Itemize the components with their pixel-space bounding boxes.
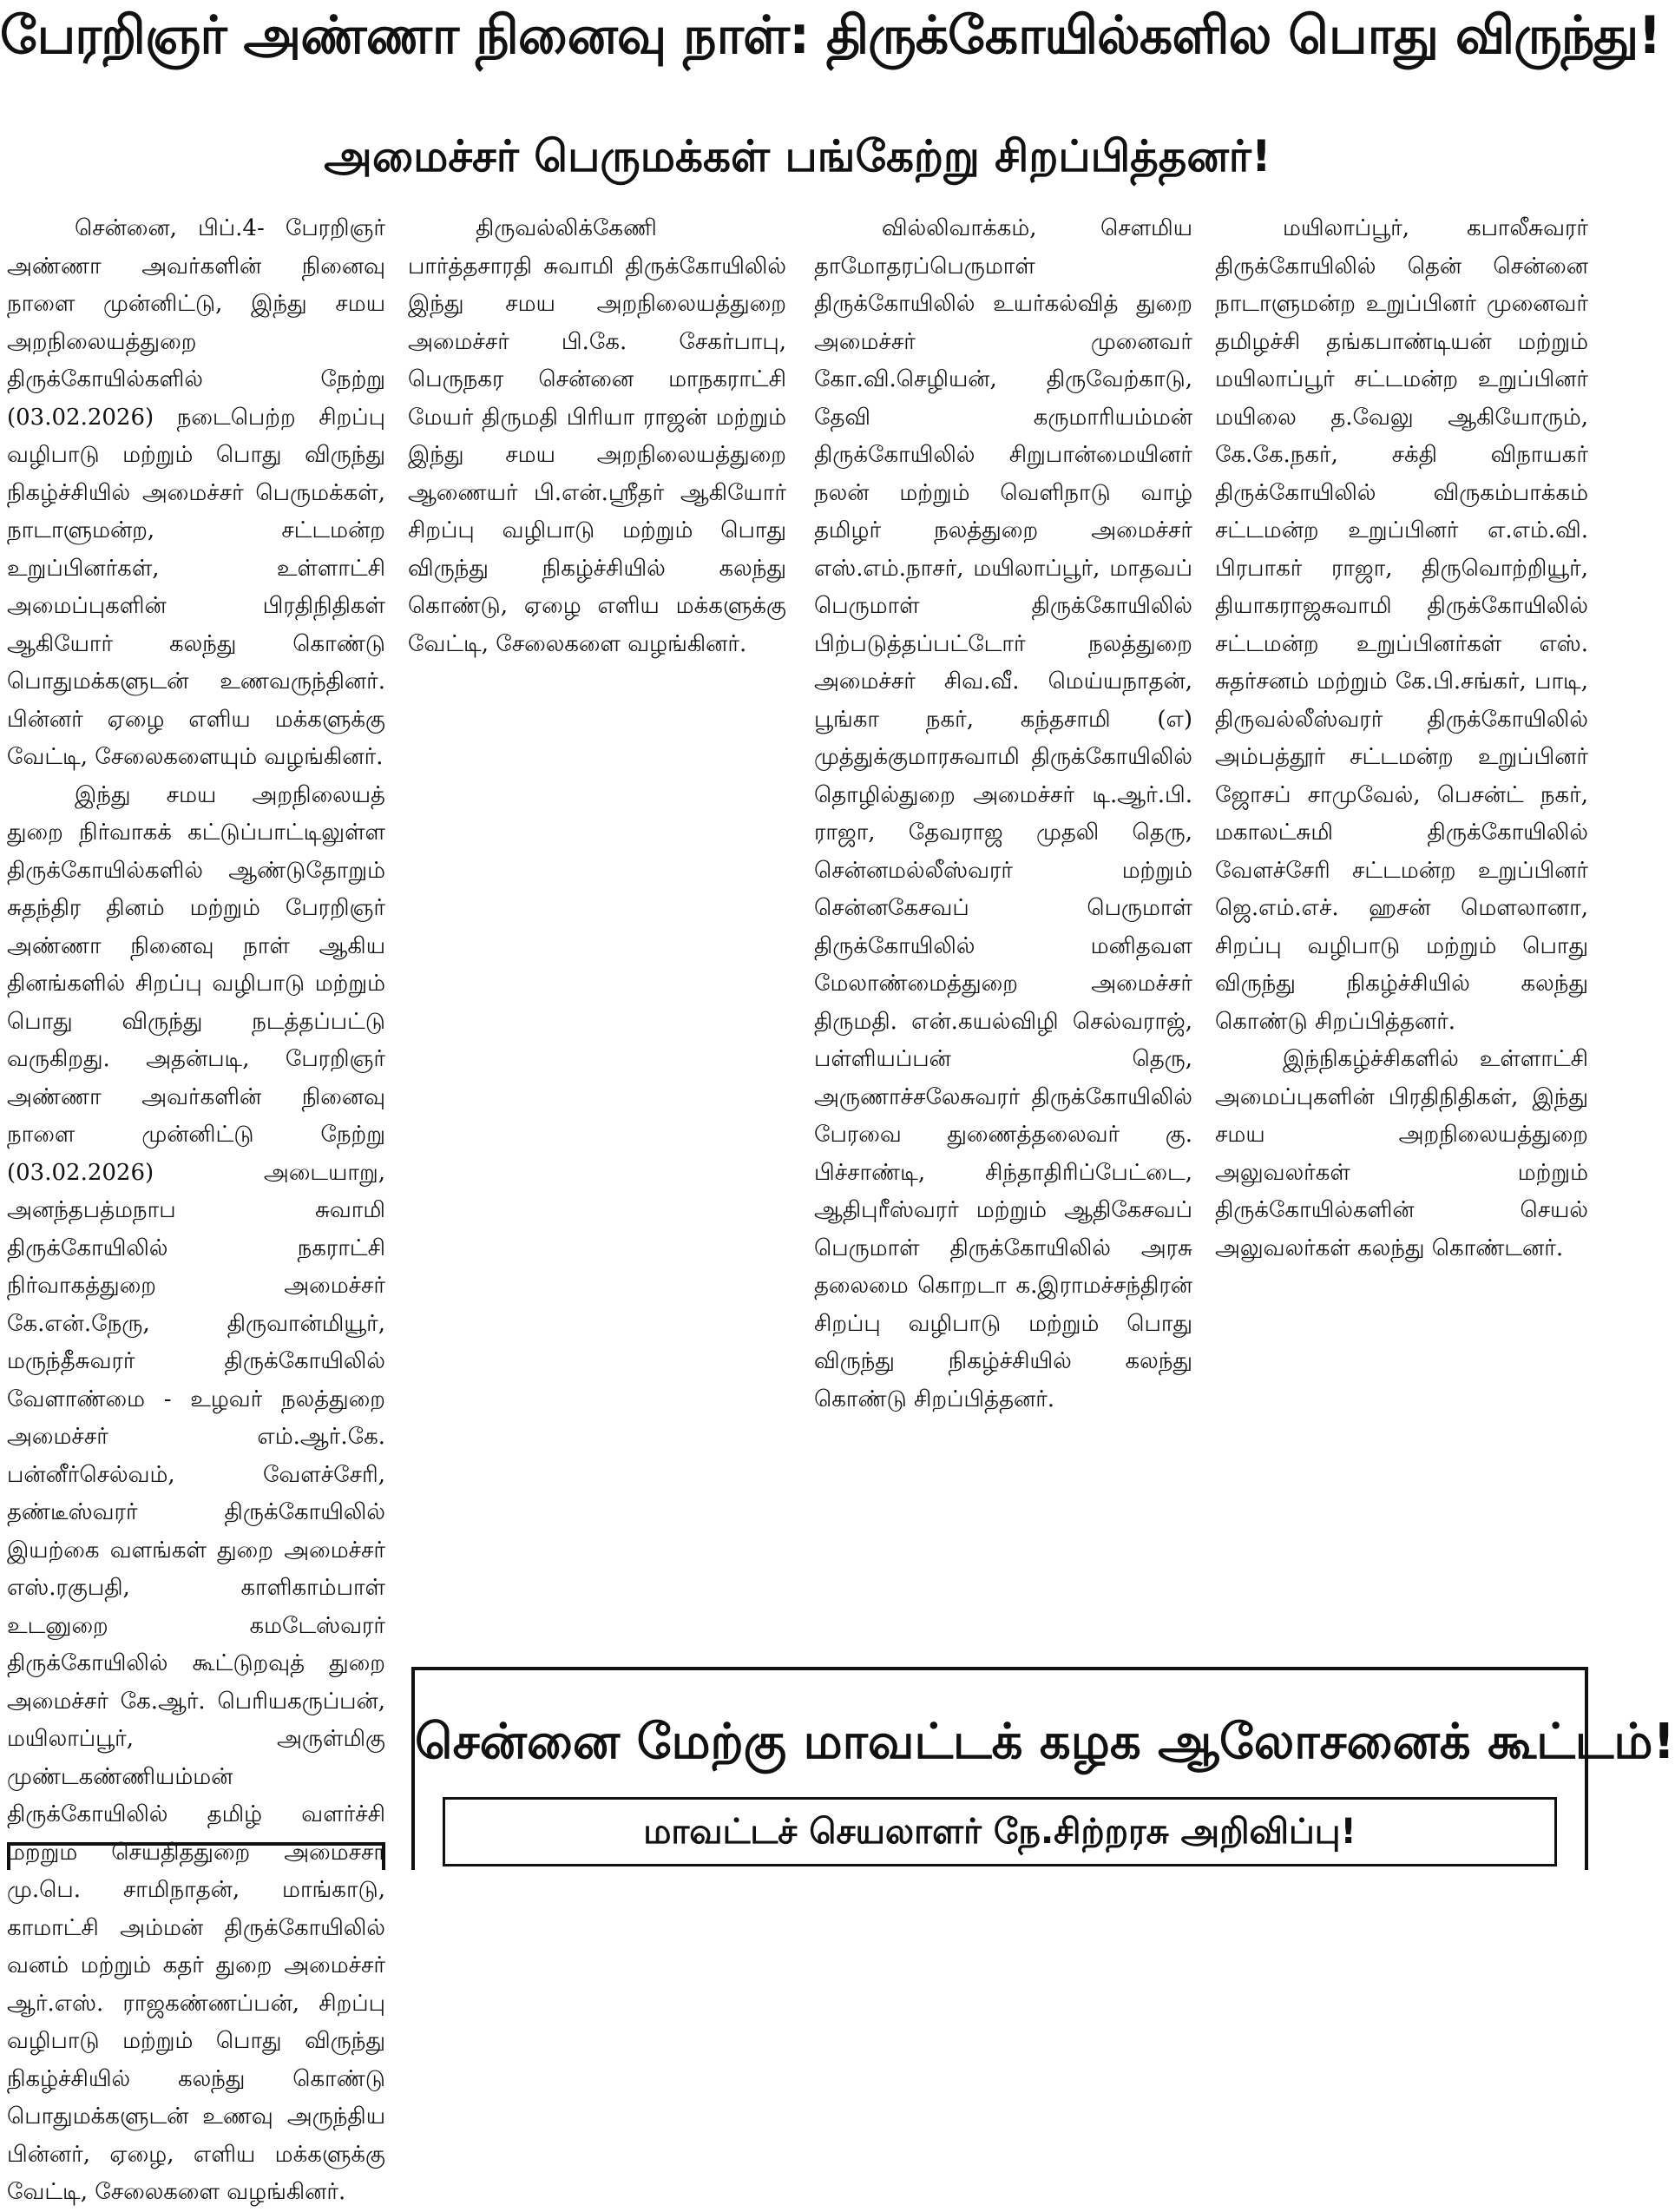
announcement-title: சென்னை மேற்கு மாவட்டக் கழக ஆலோசனைக் கூட்டம்! — [415, 1714, 1675, 1770]
column-3 — [814, 210, 1192, 1651]
paragraph-1: சென்னை, பிப்.4- பேரறிஞர் அண்ணா அவர்களின் நினைவு நாளை முன்னிட்டு, இந்து சமய அறநிலையத்துறை திருக்கோயில்களில் நேற்று (03.02.2026) நடைபெற்ற சிறப்பு வழிபாடு மற்றும் பொது விருந்து நிகழ்ச்சியில் அமைச்சர் பெருமக்கள், நாடாளுமன்ற, சட்டமன்ற உறுப்பினர்கள், உள்ளாட்சி அமைப்புகளின் பிரதிநிதிகள் ஆகியோர் கலந்து கொண்டு பொதுமக்களுடன் உணவருந்தினர். பின்னர் ஏழை எளிய மக்களுக்கு வேட்டி, சேலைகளையும் வழங்கினர். — [7, 215, 385, 770]
subheadline: அமைச்சர் பெருமக்கள் பங்கேற்று சிறப்பித்தனர்! — [324, 131, 1271, 181]
paragraph-2: இந்து சமய அறநிலையத் துறை நிர்வாகக் கட்டுப்பாட்டிலுள்ள திருக்கோயில்களில் ஆண்டுதோறும் சுதந்திர தினம் மற்றும் பேரறிஞர் அண்ணா நினைவு நாள் ஆகிய தினங்களில் சிறப்பு வழிபாடு மற்றும் பொது விருந்து நடத்தப்பட்டு வருகிறது. அதன்படி, பேரறிஞர் அண்ணா அவர்களின் நினைவு நாளை முன்னிட்டு நேற்று (03.02.2026) அடையாறு, அனந்தபத்மநாப சுவாமி திருக்கோயிலில் நகராட்சி நிர்வாகத்துறை அமைச்சர் கே.என்.நேரு, திருவான்மியூர், மருந்தீசுவரர் திருக்கோயிலில் வேளாண்மை - உழவர் நலத்துறை அமைச்சர் எம்.ஆர்.கே. பன்னீர்செல்வம், வேளச்சேரி, தண்டீஸ்வரர் திருக்கோயிலில் இயற்கை வளங்கள் துறை அமைச்சர் எஸ்.ரகுபதி, காளிகாம்பாள் உடனுறை கமடேஸ்வரர் திருக்கோயிலில் கூட்டுறவுத் துறை அமைச்சர் கே.ஆர். பெரியகருப்பன், மயிலாப்பூர், அருள்மிகு முண்டகண்ணியம்மன் திருக்கோயிலில் தமிழ் வளர்ச்சி மற்றும் செய்தித்துறை அமைச்சர் மு.பெ. சாமிநாதன், மாங்காடு, காமாட்சி அம்மன் திருக்கோயிலில் வனம் மற்றும் கதர் துறை அமைச்சர் ஆர்.எஸ். ராஜகண்ணப்பன், சிறப்பு வழிபாடு மற்றும் பொது விருந்து நிகழ்ச்சியில் கலந்து கொண்டு பொதுமக்களுடன் உணவு அருந்திய பின்னர், ஏழை, எளிய மக்களுக்கு வேட்டி, சேலைகளை வழங்கினர். — [7, 781, 385, 2205]
announcement-box — [411, 1667, 1675, 1870]
column-1 — [7, 210, 385, 2205]
announcement-subtitle: மாவட்டச் செயலாளர் நே.சிற்றரசு அறிவிப்பு! — [443, 1797, 1557, 1866]
paragraph-4: வில்லிவாக்கம், சௌமிய தாமோதரப்பெருமாள் திருக்கோயிலில் உயர்கல்வித் துறை அமைச்சர் முனைவர் கோ.வி.செழியன், திருவேற்காடு, தேவி கருமாரியம்மன் திருக்கோயிலில் சிறுபான்மையினர் நலன் மற்றும் வெளிநாடு வாழ் தமிழர் நலத்துறை அமைச்சர் எஸ்.எம்.நாசர், மயிலாப்பூர், மாதவப் பெருமாள் திருக்கோயிலில் பிற்படுத்தப்பட்டோர் நலத்துறை அமைச்சர் சிவ.வீ. மெய்யநாதன், பூங்கா நகர், கந்தசாமி (எ) முத்துக்குமாரசுவாமி திருக்கோயிலில் தொழில்துறை அமைச்சர் டி.ஆர்.பி. ராஜா, தேவராஜ முதலி தெரு, சென்னமல்லீஸ்வரர் மற்றும் சென்னகேசவப் பெருமாள் திருக்கோயிலில் மனிதவள மேலாண்மைத்துறை அமைச்சர் திருமதி. என்.கயல்விழி செல்வராஜ், பள்ளியப்பன் தெரு, அருணாச்சலேசுவரர் திருக்கோயிலில் பேரவை துணைத்தலைவர் கு. பிச்சாண்டி, சிந்தாதிரிப்பேட்டை, ஆதிபுரீஸ்வரர் மற்றும் ஆதிகேசவப் பெருமாள் திருக்கோயிலில் அரசு தலைமை கொறடா க.இராமச்சந்திரன் சிறப்பு வழிபாடு மற்றும் பொது விருந்து நிகழ்ச்சியில் கலந்து கொண்டு சிறப்பித்தனர். — [814, 215, 1192, 1412]
column-4 — [1215, 210, 1588, 1651]
column-2 — [408, 210, 786, 1651]
headline: பேரறிஞர் அண்ணா நினைவு நாள்: திருக்கோயில்களில பொது விருந்து! — [0, 5, 1661, 66]
paragraph-3: திருவல்லிக்கேணி பார்த்தசாரதி சுவாமி திருக்கோயிலில் இந்து சமய அறநிலையத்துறை அமைச்சர் பி.கே. சேகர்பாபு, பெருநகர சென்னை மாநகராட்சி மேயர் திருமதி பிரியா ராஜன் மற்றும் இந்து சமய அறநிலையத்துறை ஆணையர் பி.என்.ஸ்ரீதர் ஆகியோர் சிறப்பு வழிபாடு மற்றும் பொது விருந்து நிகழ்ச்சியில் கலந்து கொண்டு, ஏழை எளிய மக்களுக்கு வேட்டி, சேலைகளை வழங்கினர். — [408, 215, 786, 657]
paragraph-6: இந்நிகழ்ச்சிகளில் உள்ளாட்சி அமைப்புகளின் பிரதிநிதிகள், இந்து சமய அறநிலையத்துறை அலுவலர்கள் மற்றும் திருக்கோயில்களின் செயல் அலுவலர்கள் கலந்து கொண்டனர். — [1215, 1046, 1588, 1261]
next-article-box — [7, 1842, 385, 1870]
paragraph-5: மயிலாப்பூர், கபாலீசுவரர் திருக்கோயிலில் தென் சென்னை நாடாளுமன்ற உறுப்பினர் முனைவர் தமிழச்சி தங்கபாண்டியன் மற்றும் மயிலாப்பூர் சட்டமன்ற உறுப்பினர் மயிலை த.வேலு ஆகியோரும், கே.கே.நகர், சக்தி விநாயகர் திருக்கோயிலில் விருகம்பாக்கம் சட்டமன்ற உறுப்பினர் எ.எம்.வி. பிரபாகர் ராஜா, திருவொற்றியூர், தியாகராஜசுவாமி திருக்கோயிலில் சட்டமன்ற உறுப்பினர்கள் எஸ். சுதர்சனம் மற்றும் கே.பி.சங்கர், பாடி, திருவல்லீஸ்வரர் திருக்கோயிலில் அம்பத்தூர் சட்டமன்ற உறுப்பினர் ஜோசப் சாமுவேல், பெசன்ட் நகர், மகாலட்சுமி திருக்கோயிலில் வேளச்சேரி சட்டமன்ற உறுப்பினர் ஜெ.எம்.எச். ஹசன் மௌலானா, சிறப்பு வழிபாடு மற்றும் பொது விருந்து நிகழ்ச்சியில் கலந்து கொண்டு சிறப்பித்தனர். — [1215, 215, 1588, 1035]
